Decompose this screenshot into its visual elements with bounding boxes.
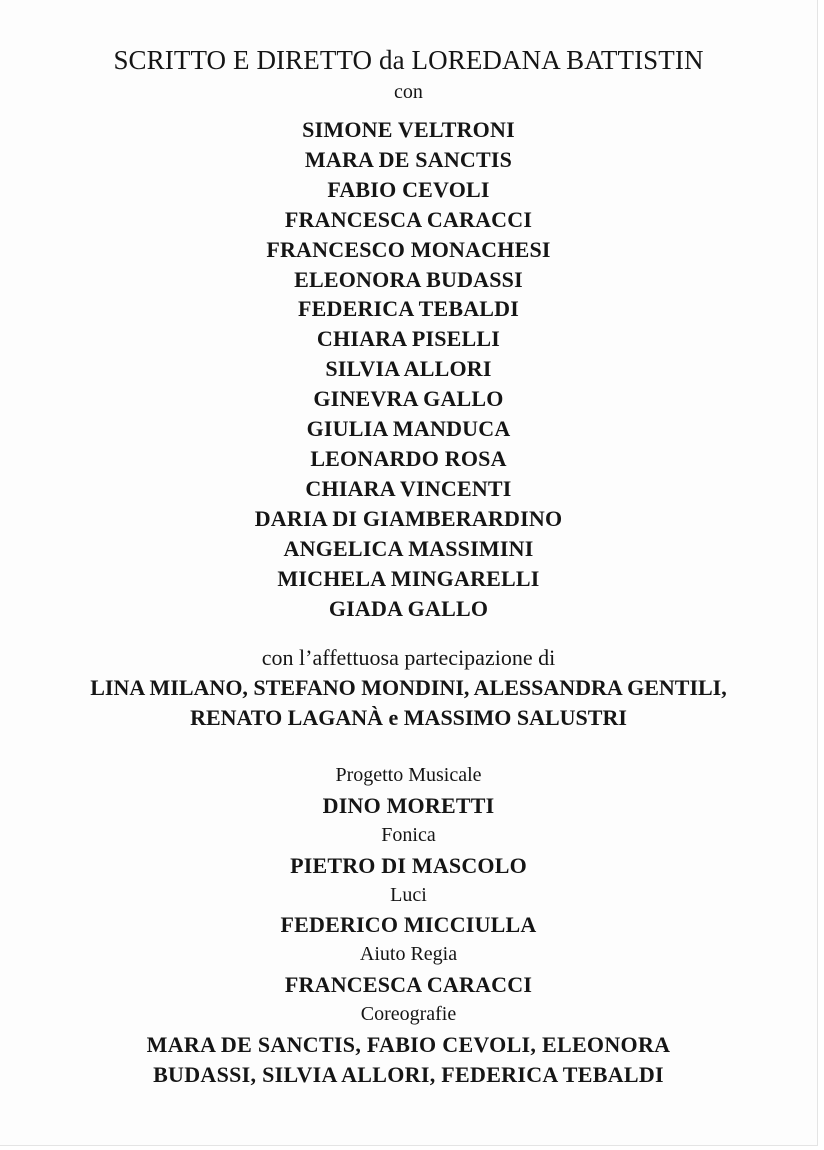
participation-line-1: LINA MILANO, STEFANO MONDINI, ALESSANDRA GENTILI, <box>90 675 727 701</box>
cast-member: LEONARDO ROSA <box>310 445 507 471</box>
lights-name: FEDERICO MICCIULLA <box>280 912 537 938</box>
assistant-director-role: Aiuto Regia <box>359 943 458 966</box>
cast-member: FRANCESCO MONACHESI <box>266 236 551 262</box>
participation-intro: con l’affettuosa partecipazione di <box>261 645 556 671</box>
crew-credits <box>0 761 817 1090</box>
cast-member: GIADA GALLO <box>328 595 489 621</box>
page-title: SCRITTO E DIRETTO da LOREDANA BATTISTIN <box>113 45 704 75</box>
cast-member: FEDERICA TEBALDI <box>297 296 520 322</box>
choreography-names-line-2: BUDASSI, SILVIA ALLORI, FEDERICA TEBALDI <box>153 1062 664 1088</box>
cast-member: SILVIA ALLORI <box>325 356 492 382</box>
cast-member: GIULIA MANDUCA <box>306 416 511 442</box>
cast-member: FRANCESCA CARACCI <box>284 206 533 232</box>
cast-member: FABIO CEVOLI <box>327 176 490 202</box>
music-name: DINO MORETTI <box>322 793 495 819</box>
sound-name: PIETRO DI MASCOLO <box>290 852 527 878</box>
cast-list <box>0 115 817 623</box>
choreography-names-line-1: MARA DE SANCTIS, FABIO CEVOLI, ELEONORA <box>146 1031 671 1057</box>
assistant-director-name: FRANCESCA CARACCI <box>284 971 533 997</box>
cast-member: SIMONE VELTRONI <box>302 117 515 142</box>
choreography-role: Coreografie <box>360 1002 457 1025</box>
music-role: Progetto Musicale <box>335 764 482 787</box>
sound-role: Fonica <box>381 824 436 846</box>
cast-member: GINEVRA GALLO <box>313 386 504 412</box>
credits-content <box>0 42 817 1091</box>
lights-role: Luci <box>390 883 427 906</box>
participation-line-2: RENATO LAGANÀ e MASSIMO SALUSTRI <box>190 705 627 731</box>
con-label: con <box>394 81 423 103</box>
cast-member: MARA DE SANCTIS <box>304 146 513 172</box>
cast-member: ANGELICA MASSIMINI <box>283 535 534 561</box>
cast-member: CHIARA PISELLI <box>316 326 501 352</box>
cast-member: ELEONORA BUDASSI <box>294 266 523 292</box>
cast-member: CHIARA VINCENTI <box>305 475 512 501</box>
cast-member: MICHELA MINGARELLI <box>277 565 540 591</box>
cast-member: DARIA DI GIAMBERARDINO <box>254 505 563 531</box>
